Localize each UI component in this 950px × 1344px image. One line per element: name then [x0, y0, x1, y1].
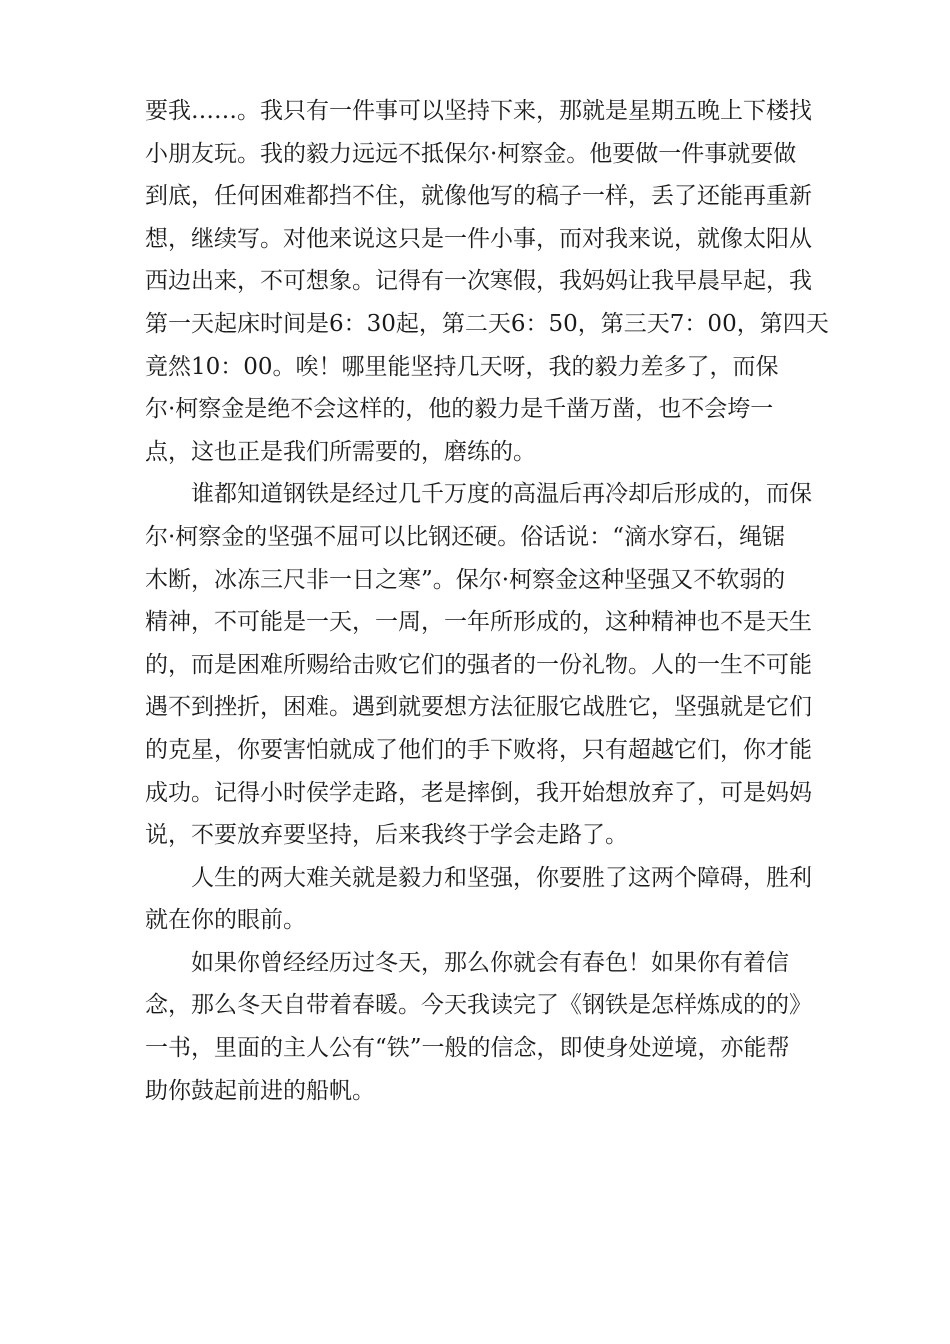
- text-line: 尔·柯察金的坚强不屈可以比钢还硬。俗话说：“滴水穿石，绳锯: [145, 523, 786, 550]
- text-line: 竟然10：00。唉！哪里能坚持几天呀，我的毅力差多了，而保: [145, 353, 779, 380]
- text-line: 西边出来，不可想象。记得有一次寒假，我妈妈让我早晨早起，我: [145, 268, 812, 295]
- document-body: [145, 90, 829, 1112]
- text-line: 尔·柯察金是绝不会这样的，他的毅力是千凿万凿，也不会垮一: [145, 396, 774, 423]
- text-line: 的，而是困难所赐给击败它们的强者的一份礼物。人的一生不可能: [145, 651, 812, 678]
- text-line: 就在你的眼前。: [145, 907, 306, 934]
- text-line: 点，这也正是我们所需要的，磨练的。: [145, 438, 536, 465]
- text-line: 一书，里面的主人公有“铁”一般的信念，即使身处逆境，亦能帮: [145, 1035, 790, 1062]
- text-line: 遇不到挫折，困难。遇到就要想方法征服它战胜它，坚强就是它们: [145, 694, 812, 721]
- text-line: 第一天起床时间是6：30起，第二天6：50，第三天7：00，第四天: [145, 310, 829, 337]
- text-line: 想，继续写。对他来说这只是一件小事，而对我来说，就像太阳从: [145, 225, 812, 252]
- paragraph-first-line: 人生的两大难关就是毅力和坚强，你要胜了这两个障碍，胜利: [191, 864, 812, 891]
- text-line: 成功。记得小时侯学走路，老是摔倒，我开始想放弃了，可是妈妈: [145, 779, 812, 806]
- text-line: 念，那么冬天自带着春暖。今天我读完了《钢铁是怎样炼成的的》: [145, 992, 812, 1019]
- text-line: 要我……。我只有一件事可以坚持下来，那就是星期五晚上下楼找: [145, 98, 812, 124]
- paragraph-first-line: 如果你曾经经历过冬天，那么你就会有春色！如果你有着信: [191, 949, 789, 976]
- text-line: 到底，任何困难都挡不住，就像他写的稿子一样，丢了还能再重新: [145, 183, 812, 210]
- paragraph-first-line: 谁都知道钢铁是经过几千万度的高温后再冷却后形成的，而保: [191, 481, 812, 508]
- text-line: 精神，不可能是一天，一周，一年所形成的，这种精神也不是天生: [145, 609, 812, 636]
- text-line: 助你鼓起前进的船帆。: [145, 1077, 375, 1104]
- text-line: 说，不要放弃要坚持，后来我终于学会走路了。: [145, 822, 628, 849]
- text-line: 木断，冰冻三尺非一日之寒”。保尔·柯察金这种坚强又不软弱的: [145, 566, 786, 593]
- text-line: 小朋友玩。我的毅力远远不抵保尔·柯察金。他要做一件事就要做: [145, 140, 797, 167]
- text-line: 的克星，你要害怕就成了他们的手下败将，只有超越它们，你才能: [145, 736, 812, 763]
